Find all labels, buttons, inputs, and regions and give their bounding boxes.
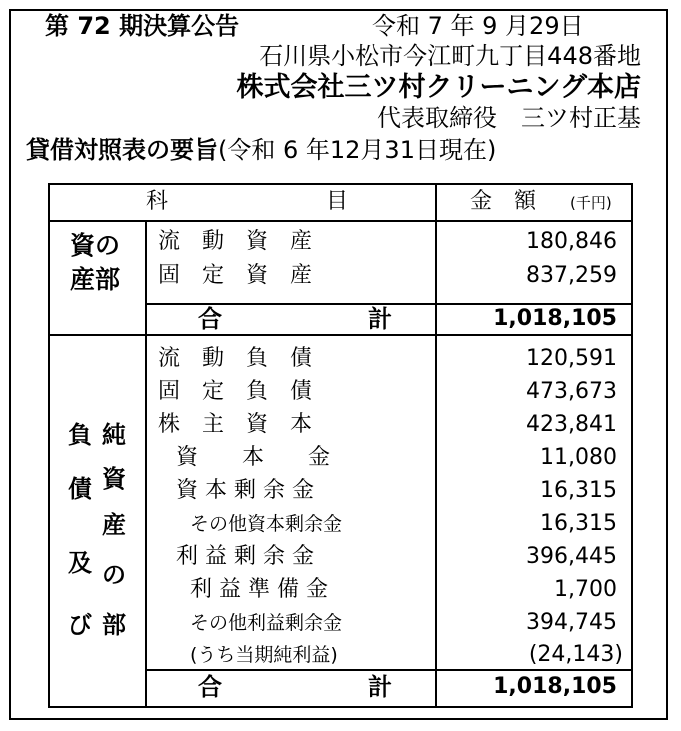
- liabilities-total-divider: [145, 669, 631, 671]
- asset-row-amount: 837,259: [526, 263, 617, 288]
- liab-group-char: 純: [102, 421, 126, 449]
- asset-row-label: 固 定 資 産: [158, 263, 313, 288]
- liab-row-amount: 423,841: [526, 412, 617, 437]
- liab-row-label: 資 本 金: [176, 445, 331, 470]
- liab-row-label: 固 定 負 債: [158, 379, 313, 404]
- unit-label: (千円): [570, 194, 612, 212]
- liab-row-amount: 11,080: [540, 445, 617, 470]
- balance-sheet-table: [48, 183, 633, 708]
- assets-group-label-1: 資の: [70, 231, 121, 260]
- liab-total-amount: 1,018,105: [493, 674, 617, 699]
- assets-total-label-left: 合: [198, 305, 222, 333]
- liab-row-label: その他資本剰余金: [190, 513, 343, 535]
- amount-column-divider: [435, 185, 437, 706]
- statement-date: (令和 6 年12月31日現在): [218, 136, 497, 164]
- liab-row-amount: 394,745: [526, 610, 617, 635]
- liab-row-label: その他利益剰余金: [190, 612, 343, 634]
- liab-row-amount: 16,315: [540, 511, 617, 536]
- liab-row-amount: 396,445: [526, 544, 617, 569]
- liab-group-char: 産: [102, 511, 126, 539]
- liab-group-char: び: [68, 611, 92, 639]
- assets-total-amount: 1,018,105: [493, 306, 617, 331]
- column-header-item: 科: [146, 189, 169, 214]
- liab-group-char: 負: [68, 421, 92, 449]
- liab-row-amount: 16,315: [540, 478, 617, 503]
- liab-row-amount: 473,673: [526, 379, 617, 404]
- company-address: 石川県小松市今江町九丁目448番地: [259, 42, 641, 70]
- representative: 代表取締役 三ツ村正基: [377, 104, 641, 132]
- liab-group-char: 資: [102, 465, 126, 493]
- liab-total-label-left: 合: [198, 673, 222, 701]
- liab-group-char: 債: [68, 475, 92, 503]
- section-divider: [50, 334, 631, 336]
- liab-group-char: の: [102, 561, 126, 589]
- statement-heading: [26, 138, 496, 162]
- liab-row-label: 流 動 負 債: [158, 346, 313, 371]
- liab-row-amount: 1,700: [554, 577, 617, 602]
- statement-title: 貸借対照表の要旨: [26, 136, 218, 164]
- edition-title: 第 72 期決算公告: [45, 12, 240, 40]
- company-name: 株式会社三ツ村クリーニング本店: [236, 72, 641, 103]
- liab-row-amount: 120,591: [526, 346, 617, 371]
- header-divider: [50, 220, 631, 222]
- liab-row-amount: (24,143): [528, 642, 623, 667]
- liab-total-label-right: 計: [368, 673, 392, 701]
- liab-group-char: 部: [102, 611, 126, 639]
- liab-row-label: 利 益 準 備 金: [190, 577, 328, 602]
- liab-row-label: 株 主 資 本: [158, 412, 313, 437]
- liab-row-label: (うち当期純利益): [190, 644, 338, 666]
- group-column-divider: [145, 220, 147, 706]
- assets-group-label-2: 産部: [70, 265, 121, 294]
- liab-group-char: 及: [68, 549, 92, 577]
- liab-row-label: 資 本 剰 余 金: [176, 478, 314, 503]
- column-header-item-2: 目: [326, 189, 349, 214]
- asset-row-amount: 180,846: [526, 229, 617, 254]
- asset-row-label: 流 動 資 産: [158, 229, 313, 254]
- liab-row-label: 利 益 剰 余 金: [176, 544, 314, 569]
- assets-total-label-right: 計: [368, 305, 392, 333]
- column-header-amount: 金 額: [470, 189, 537, 214]
- notice-date: 令和 7 年 9 月29日: [372, 12, 584, 40]
